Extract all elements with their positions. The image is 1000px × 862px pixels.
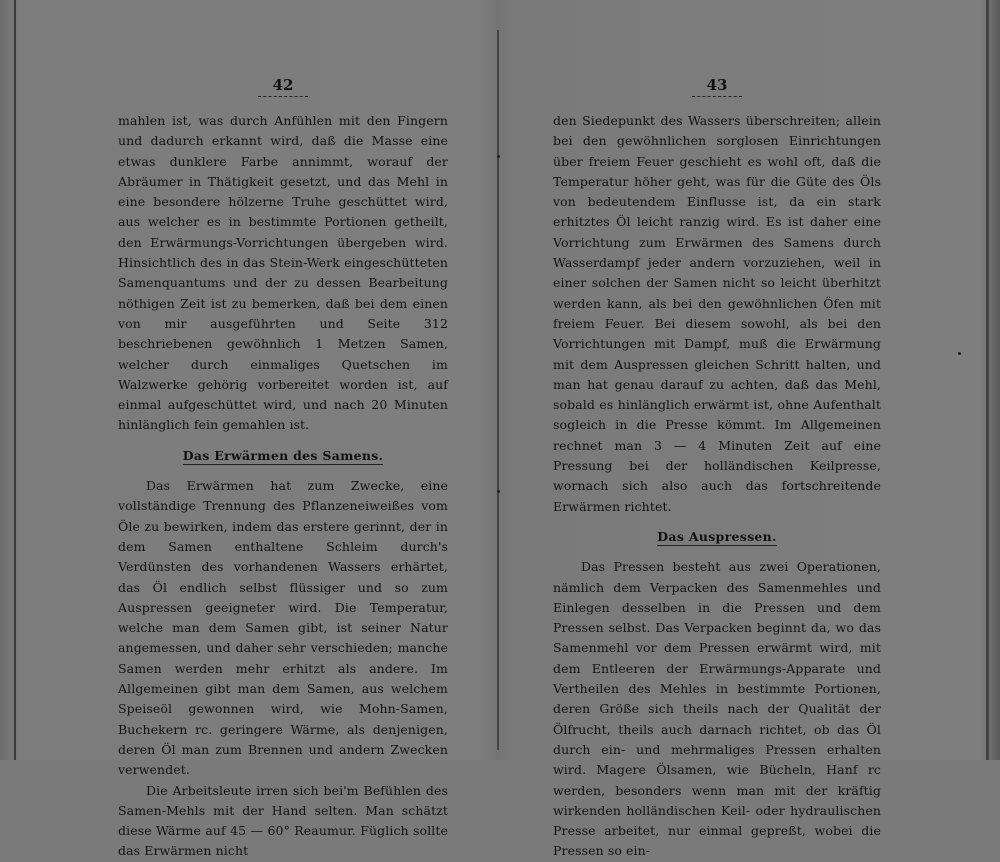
left-page-text bbox=[118, 111, 448, 862]
print-speck bbox=[958, 352, 961, 355]
left-page-edge bbox=[14, 0, 16, 760]
right-page-edge bbox=[986, 0, 989, 760]
page-number-left: 42 bbox=[272, 76, 294, 94]
print-speck bbox=[497, 155, 500, 158]
section-heading bbox=[118, 446, 448, 466]
paragraph: mahlen ist, was durch Anfühlen mit den Fingern und dadurch erkannt wird, daß die Masse eine etwas dunklere Farbe annimmt, worauf der Abräumer in Thätigkeit gesetzt, und das Mehl in eine besondere hölzerne Truhe geschüttet wird, aus welcher es in bestimmte Portionen getheilt, den Erwärmungs-Vorrichtungen übergeben wird. Hinsichtlich des in das Stein-Werk eingeschütteten Samenquantums und der zu dessen Bearbeitung nöthigen Zeit ist zu bemerken, daß bei dem einen von mir ausgeführten und Seite 312 beschriebenen gewöhnlich 1 Metzen Samen, welcher durch einmaliges Quetschen im Walzwerke gehörig vorbereitet worden ist, auf einmal aufgeschüttet wird, und nach 20 Minuten hinlänglich fein gemahlen ist. bbox=[118, 113, 448, 433]
right-page-text bbox=[553, 111, 881, 862]
section-heading bbox=[553, 527, 881, 547]
right-page bbox=[553, 74, 881, 862]
print-speck bbox=[497, 490, 500, 493]
page-number-rule bbox=[258, 96, 308, 99]
page-number-right: 43 bbox=[706, 76, 728, 94]
page-number-rule bbox=[692, 96, 742, 99]
paragraph: Das Erwärmen hat zum Zwecke, eine vollständige Trennung des Pflanzeneiweißes vom Öle zu bewirken, indem das erstere gerinnt, der in dem Samen enthaltene Schleim durch's Verdünsten des vorhandenen Wassers erhärtet, das Öl endlich selbst flüssiger und so zum Auspressen geeigneter wird. Die Temperatur, welche man dem Samen gibt, ist seiner Natur angemessen, und daher sehr verschieden; manche Samen werden mehr erhitzt als andere. Im Allgemeinen gibt man dem Samen, aus welchem Speiseöl gewonnen wird, wie Mohn-Samen, Buchekern rc. geringere Wärme, als denjenigen, deren Öl man zum Brennen und andern Zwecken verwendet. bbox=[118, 478, 448, 778]
book-gutter bbox=[497, 30, 499, 750]
section-heading-text: Das Erwärmen des Samens. bbox=[182, 447, 384, 463]
paragraph: Die Arbeitsleute irren sich bei'm Befühlen des Samen-Mehls mit der Hand selten. Man schätzt diese Wärme auf 45 — 60° Reaumur. Füglich sollte das Erwärmen nicht bbox=[118, 782, 448, 859]
paragraph: den Siedepunkt des Wassers überschreiten; allein bei den gewöhnlichen sorglosen Einrichtungen über freiem Feuer geschieht es wohl oft, daß die Temperatur höher geht, was für die Güte des Öls von bedeutendem Einflusse ist, da ein stark erhitztes Öl leicht ranzig wird. Es ist daher eine Vorrichtung zum Erwärmen des Samens durch Wasserdampf jeder andern vorzuziehen, weil in einer solchen der Samen nicht so leicht überhitzt werden kann, als bei den gewöhnlichen Öfen mit freiem Feuer. Bei diesem sowohl, als bei den Vorrichtungen mit Dampf, muß die Erwärmung mit dem Auspressen gleichen Schritt halten, und man hat genau darauf zu achten, daß das Mehl, sobald es hinlänglich erwärmt ist, ohne Aufenthalt sogleich in die Presse kömmt. Im Allgemeinen rechnet man 3 — 4 Minuten Zeit auf eine Pressung bei der holländischen Keilpresse, wornach sich also auch das fortschreitende Erwärmen richtet. bbox=[553, 113, 881, 514]
paragraph: Das Pressen besteht aus zwei Operationen, nämlich dem Verpacken des Samenmehles und Einlegen desselben in die Pressen und dem Pressen selbst. Das Verpacken beginnt da, wo das Samenmehl vor dem Pressen erwärmt wird, mit dem Entleeren der Erwärmungs-Apparate und Vertheilen des Mehles in bestimmte Portionen, deren Größe sich theils nach der Qualität der Ölfrucht, theils auch darnach richtet, ob das Öl durch ein- und mehrmaliges Pressen erhalten wird. Magere Ölsamen, wie Bücheln, Hanf rc werden, besonders wenn man mit der kräftig wirkenden holländischen Keil- oder hydraulischen Presse arbeitet, nur einmal gepreßt, wobei die Pressen so ein- bbox=[553, 559, 881, 859]
section-heading-text: Das Auspressen. bbox=[657, 528, 777, 544]
left-page bbox=[118, 74, 448, 862]
